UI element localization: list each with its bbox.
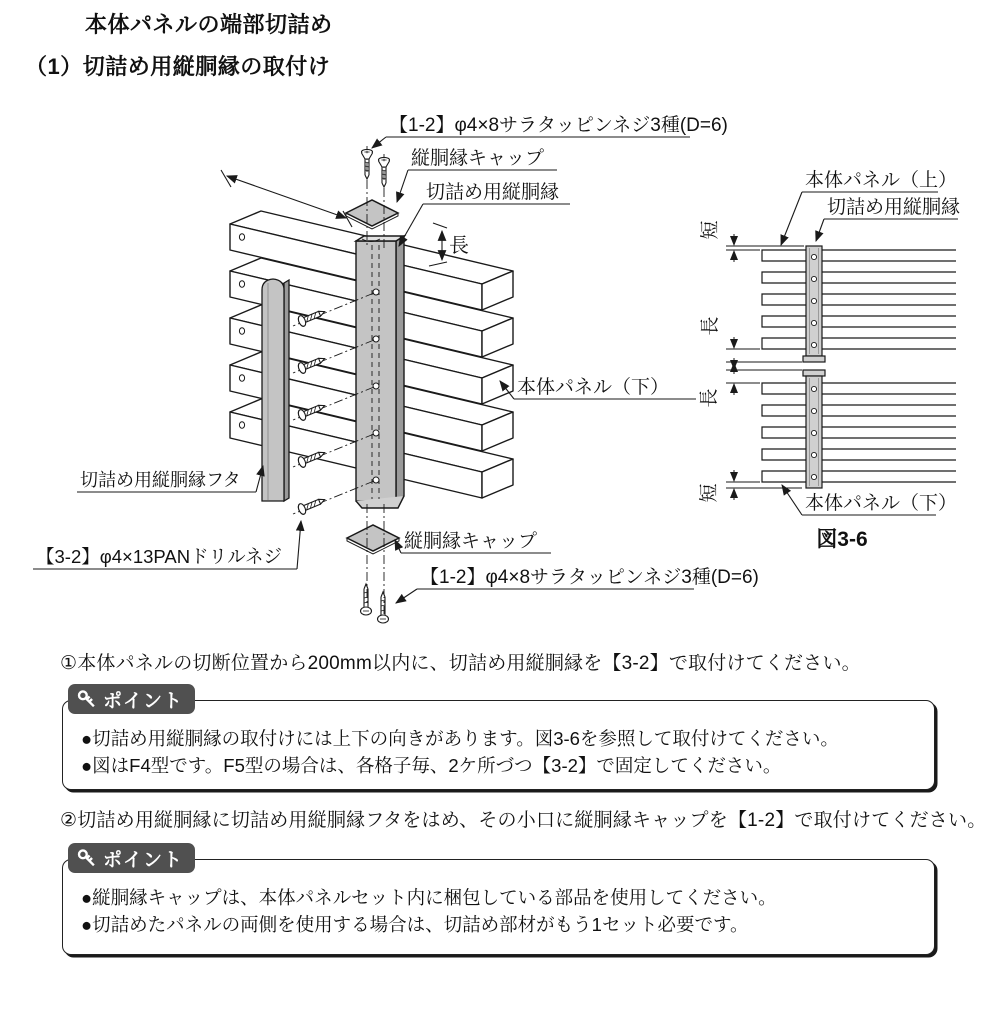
section-heading: （1）切詰め用縦胴縁の取付け bbox=[25, 54, 331, 79]
cut-batten bbox=[356, 236, 404, 508]
label-short-top: 短 bbox=[700, 220, 721, 240]
main-exploded-view bbox=[33, 114, 759, 623]
point-item: ●縦胴縁キャップは、本体パネルセット内に梱包している部品を使用してください。 bbox=[81, 887, 777, 908]
label-dim-long: 長 bbox=[449, 235, 469, 257]
point-box-2 bbox=[62, 859, 935, 955]
point-badge-label: ポイント bbox=[103, 849, 184, 871]
point-box-1 bbox=[62, 700, 935, 790]
point-badge-2 bbox=[68, 843, 195, 873]
point-badge-label: ポイント bbox=[103, 690, 184, 712]
label-short-bottom: 短 bbox=[699, 483, 720, 503]
key-icon bbox=[76, 688, 98, 710]
top-cap bbox=[346, 200, 398, 229]
label-long-upper: 長 bbox=[700, 316, 721, 336]
batten-cover-strip bbox=[262, 279, 289, 501]
label-panel-upper: 本体パネル（上） bbox=[805, 170, 958, 191]
bottom-cap bbox=[347, 525, 399, 554]
label-cover: 切詰め用縦胴縁フタ bbox=[80, 470, 241, 490]
fig36-caption: 図3-6 bbox=[816, 528, 868, 551]
point-item: ●切詰め用縦胴縁の取付けには上下の向きがあります。図3-6を参照して取付けてください。 bbox=[81, 728, 839, 749]
label-bottom-cap: 縦胴縁キャップ bbox=[404, 531, 538, 552]
point-item: ●図はF4型です。F5型の場合は、各格子毎、2ケ所づつ【3-2】で固定してください。 bbox=[81, 755, 782, 776]
fig36-labels bbox=[698, 169, 960, 551]
label-top-screw: 【1-2】φ4×8サラタッピンネジ3種(D=6) bbox=[389, 115, 728, 136]
point-badge-1 bbox=[68, 684, 195, 714]
label-bottom-screw: 【1-2】φ4×8サラタッピンネジ3種(D=6) bbox=[420, 567, 759, 588]
fig36-lower-panel bbox=[762, 370, 956, 488]
fig3-6 bbox=[698, 169, 960, 551]
fig36-upper-panel bbox=[762, 246, 956, 362]
label-panel-lower: 本体パネル（下） bbox=[517, 377, 670, 398]
instruction-step-1: ①本体パネルの切断位置から200mm以内に、切詰め用縦胴縁を【3-2】で取付けてください。 bbox=[60, 653, 861, 674]
top-flat-screws bbox=[362, 149, 390, 187]
label-top-cap: 縦胴縁キャップ bbox=[411, 148, 545, 169]
key-icon bbox=[76, 847, 98, 869]
point-item: ●切詰めたパネルの両側を使用する場合は、切詰め部材がもう1セット必要です。 bbox=[81, 914, 749, 935]
label-side-screw: 【3-2】φ4×13PANドリルネジ bbox=[36, 546, 283, 567]
page-title: 本体パネルの端部切詰め bbox=[85, 12, 333, 37]
label-fig36-batten: 切詰め用縦胴縁 bbox=[827, 197, 961, 218]
label-fig36-panel-lower: 本体パネル（下） bbox=[805, 493, 958, 514]
label-batten: 切詰め用縦胴縁 bbox=[426, 182, 560, 203]
instruction-step-2: ②切詰め用縦胴縁に切詰め用縦胴縁フタをはめ、その小口に縦胴縁キャップを【1-2】で取付けてください。 bbox=[60, 810, 987, 831]
label-long-lower: 長 bbox=[699, 388, 720, 408]
